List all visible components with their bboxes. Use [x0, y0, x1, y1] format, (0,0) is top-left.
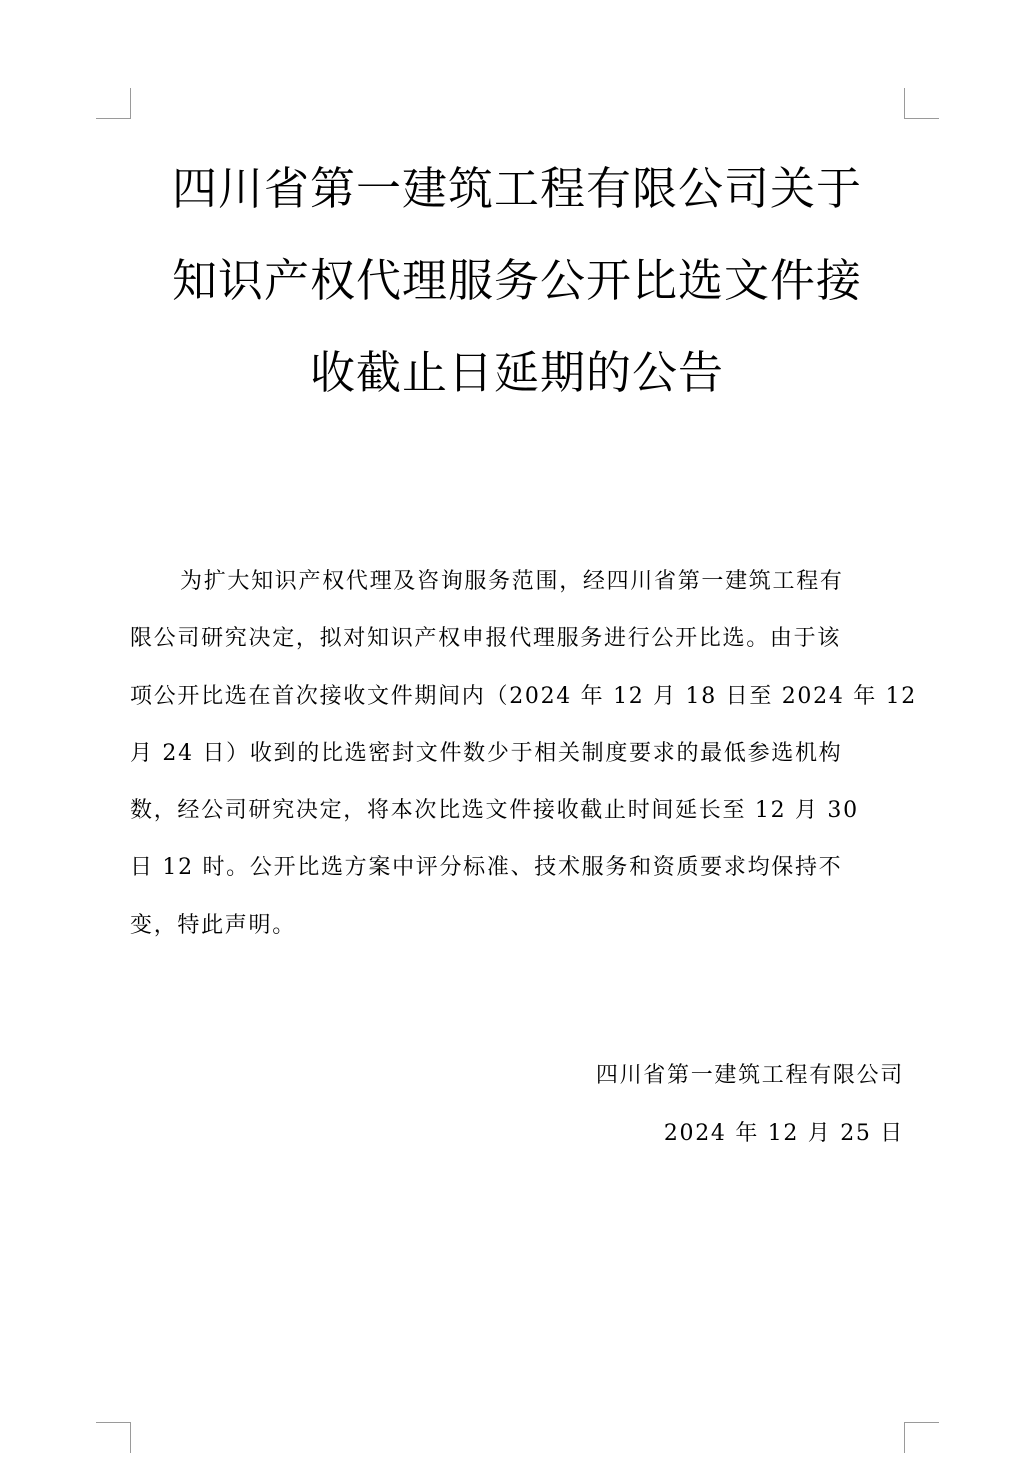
body-line: 限公司研究决定，拟对知识产权申报代理服务进行公开比选。由于该 [130, 626, 842, 652]
crop-mark-top-left [96, 88, 131, 119]
body-line: 月 24 日）收到的比选密封文件数少于相关制度要求的最低参选机构 [130, 740, 843, 766]
body-line: 日 12 时。公开比选方案中评分标准、技术服务和资质要求均保持不 [130, 855, 843, 881]
signature-date: 2024 年 12 月 25 日 [663, 1121, 904, 1146]
body-line: 为扩大知识产权代理及咨询服务范围，经四川省第一建筑工程有 [180, 569, 844, 594]
signature-organization: 四川省第一建筑工程有限公司 [595, 1063, 904, 1088]
body-line: 数，经公司研究决定，将本次比选文件接收截止时间延长至 12 月 30 [130, 798, 859, 824]
crop-mark-bottom-right [904, 1422, 939, 1453]
body-line: 变，特此声明。 [130, 912, 296, 938]
body-line: 项公开比选在首次接收文件期间内（2024 年 12 月 18 日至 2024 年 12 [130, 683, 918, 709]
title-line: 四川省第一建筑工程有限公司关于 [171, 162, 862, 215]
announcement-body [130, 553, 918, 954]
title-line: 收截止日延期的公告 [309, 346, 724, 399]
crop-mark-bottom-left [96, 1422, 131, 1453]
document-title [130, 143, 904, 419]
title-line: 知识产权代理服务公开比选文件接 [171, 254, 862, 307]
crop-mark-top-right [904, 88, 939, 119]
